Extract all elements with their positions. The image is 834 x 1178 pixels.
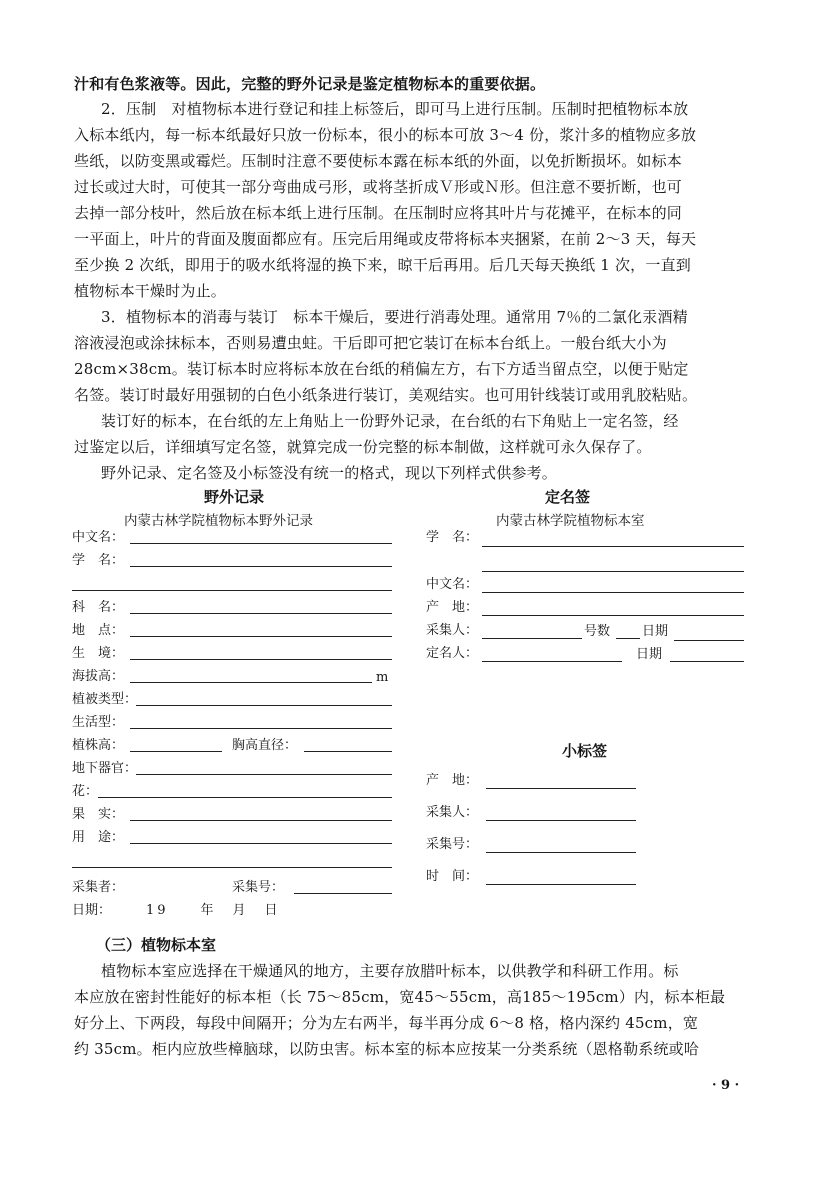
- field-label: 花：: [72, 784, 99, 799]
- date-label: 日期: [636, 647, 663, 662]
- blank-line: [72, 867, 392, 868]
- section-heading: （三）植物标本室: [96, 936, 217, 954]
- field-label: 学 名：: [72, 553, 125, 568]
- paragraph-line: 约 35cm。柜内应放些樟脑球，以防虫害。标本室的标本应按某一分类系统（恩格勒系统或哈: [74, 1040, 700, 1058]
- paragraph-line: 好分上、下两段，每段中间隔开；分为左右两半，每半再分成 6～8 格，格内深约 45cm，宽: [74, 1014, 699, 1032]
- paragraph-line: 植物标本干燥时为止。: [74, 282, 227, 300]
- blank-line: [130, 659, 392, 660]
- blank-line: [130, 566, 392, 567]
- paragraph-line: 名签。装订时最好用强韧的白色小纸条进行装订，美观结实。也可用针线装订或用乳胶粘贴。: [74, 386, 698, 404]
- collector-label: 采集者：: [72, 880, 125, 895]
- blank-line: [486, 884, 636, 885]
- blank-line: [294, 893, 392, 894]
- collection-number-label: 采集号：: [232, 880, 285, 895]
- blank-line: [130, 843, 392, 844]
- paragraph-line: 本应放在密封性能好的标本柜（长 75～85cm，宽45～55cm，高185～195cm）内，标本柜最: [74, 988, 726, 1006]
- blank-line: [482, 571, 744, 572]
- blank-line: [674, 640, 744, 641]
- field-label: 学 名：: [426, 530, 479, 545]
- date-value: 19 年 月 日: [146, 903, 281, 918]
- field-label: 地 点：: [72, 623, 125, 638]
- field-label: 植株高：: [72, 738, 125, 753]
- blank-line: [72, 590, 392, 591]
- field-label: 中文名：: [72, 530, 125, 545]
- blank-line: [98, 797, 392, 798]
- field-label: 定名人：: [426, 646, 479, 661]
- paragraph-line: 2．压制 对植物标本进行登记和挂上标签后，即可马上进行压制。压制时把植物标本放: [101, 100, 689, 118]
- number-label: 号数: [584, 624, 611, 639]
- field-label: 生 境：: [72, 646, 125, 661]
- paragraph-line: 过鉴定以后，详细填写定名签，就算完成一份完整的标本制做，这样就可永久保存了。: [74, 438, 652, 456]
- blank-line: [482, 546, 744, 547]
- blank-line: [616, 638, 640, 639]
- date-label: 日期: [642, 624, 669, 639]
- blank-line: [482, 615, 744, 616]
- small-label-title: 小标签: [562, 742, 608, 760]
- blank-line: [670, 661, 744, 662]
- paragraph-line: 过长或过大时，可使其一部分弯曲成弓形，或将茎折成Ｖ形或Ｎ形。但注意不要折断，也可: [74, 178, 683, 196]
- field-label: 产 地：: [426, 600, 479, 615]
- paragraph-line: 植物标本室应选择在干燥通风的地方，主要存放腊叶标本，以供教学和科研工作用。标: [101, 962, 679, 980]
- field-label: 海拔高：: [72, 669, 125, 684]
- paragraph-line: 3．植物标本的消毒与装订 标本干燥后，要进行消毒处理。通常用 7％的二氯化汞酒精: [101, 308, 688, 326]
- field-label: 用 途：: [72, 830, 125, 845]
- field-label: 采集人：: [426, 623, 479, 638]
- blank-line: [130, 636, 392, 637]
- field-label: 果 实：: [72, 807, 125, 822]
- name-label-subtitle: 内蒙古林学院植物标本室: [496, 513, 645, 529]
- paragraph-line: 装订好的标本，在台纸的左上角贴上一份野外记录，在台纸的右下角贴上一定名签，经: [101, 412, 679, 430]
- blank-line: [136, 705, 392, 706]
- blank-line: [304, 751, 392, 752]
- field-record-title: 野外记录: [204, 488, 265, 506]
- paragraph-line: 一平面上，叶片的背面及腹面都应有。压完后用绳或皮带将标本夹捆紧，在前 2～3 天，每天: [74, 230, 697, 248]
- blank-line: [486, 788, 636, 789]
- blank-line: [482, 661, 622, 662]
- paragraph-line: 汁和有色浆液等。因此，完整的野外记录是鉴定植物标本的重要依据。: [74, 75, 546, 93]
- blank-line: [130, 543, 392, 544]
- blank-line: [130, 820, 392, 821]
- paragraph-line: 入标本纸内，每一标本纸最好只放一份标本，很小的标本可放 3～4 份，浆汁多的植物应多放: [74, 126, 697, 144]
- field-label: 采集号：: [426, 837, 479, 852]
- field-record-subtitle: 内蒙古林学院植物标本野外记录: [124, 513, 313, 529]
- dbh-label: 胸高直径：: [232, 738, 298, 753]
- blank-line: [130, 728, 392, 729]
- paragraph-line: 至少换 2 次纸，即用于的吸水纸将湿的换下来，晾干后再用。后几天每天换纸 1 次，一直到: [74, 256, 691, 274]
- blank-line: [486, 852, 636, 853]
- blank-line: [486, 820, 636, 821]
- date-label: 日期：: [72, 903, 112, 918]
- field-label: 时 间：: [426, 869, 479, 884]
- field-label: 采集人：: [426, 805, 479, 820]
- blank-line: [136, 774, 392, 775]
- paragraph-line: 野外记录、定名签及小标签没有统一的格式，现以下列样式供参考。: [101, 464, 558, 482]
- paragraph-line: 溶液浸泡或涂抹标本，否则易遭虫蛀。干后即可把它装订在标本台纸上。一般台纸大小为: [74, 334, 667, 352]
- blank-line: [482, 592, 744, 593]
- field-label: 地下器官：: [72, 761, 138, 776]
- page-number: · 9 ·: [712, 1078, 740, 1093]
- field-label: 中文名：: [426, 577, 479, 592]
- paragraph-line: 28cm×38cm。装订标本时应将标本放在台纸的稍偏左方，右下方适当留点空，以便于贴定: [74, 360, 689, 378]
- field-label: 产 地：: [426, 773, 479, 788]
- unit-meters: m: [376, 670, 389, 685]
- field-label: 科 名：: [72, 600, 125, 615]
- blank-line: [130, 751, 222, 752]
- blank-line: [130, 613, 392, 614]
- field-label: 生活型：: [72, 715, 125, 730]
- field-label: 植被类型：: [72, 692, 138, 707]
- paragraph-line: 些纸，以防变黑或霉烂。压制时注意不要使标本露在标本纸的外面，以免折断损坏。如标本: [74, 152, 683, 170]
- name-label-title: 定名签: [545, 488, 591, 506]
- blank-line: [130, 682, 372, 683]
- paragraph-line: 去掉一部分枝叶，然后放在标本纸上进行压制。在压制时应将其叶片与花摊平，在标本的同: [74, 204, 683, 222]
- blank-line: [482, 638, 582, 639]
